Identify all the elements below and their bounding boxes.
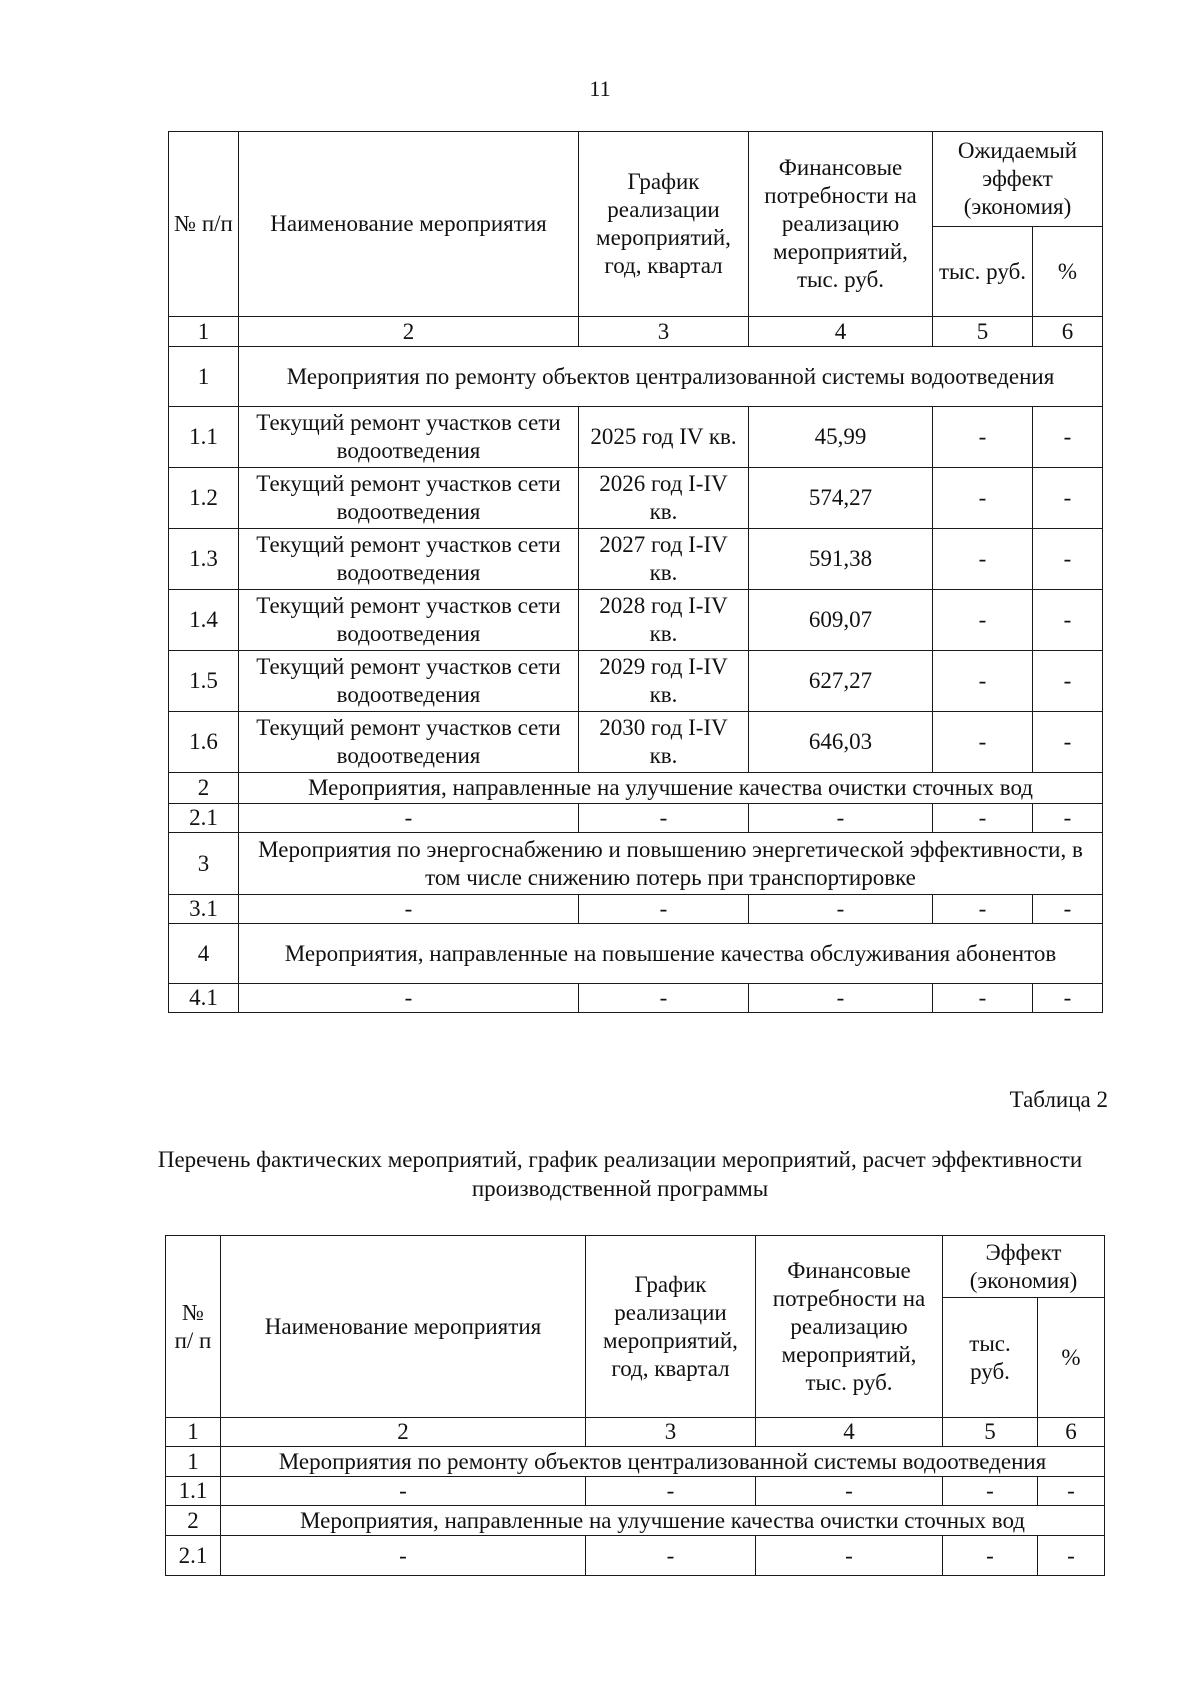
table-row bbox=[169, 651, 1103, 712]
section-row bbox=[169, 924, 1103, 984]
col-number: 5 bbox=[933, 317, 1033, 347]
row-schedule: 2027 год I-IV кв. bbox=[579, 529, 749, 590]
header-finance: Финансовые потребности на реализацию мероприятий, тыс. руб. bbox=[756, 1236, 943, 1418]
row-num: 1.5 bbox=[169, 651, 239, 712]
row-schedule: - bbox=[579, 804, 749, 833]
row-name: - bbox=[239, 984, 579, 1013]
section-num: 3 bbox=[169, 833, 239, 895]
col-number: 6 bbox=[1038, 1418, 1105, 1447]
section-title: Мероприятия по ремонту объектов централизованной системы водоотведения bbox=[221, 1447, 1105, 1477]
row-effect-rub: - bbox=[933, 651, 1033, 712]
table-header-row bbox=[166, 1236, 1105, 1298]
row-schedule: 2030 год I-IV кв. bbox=[579, 712, 749, 773]
row-finance: 45,99 bbox=[749, 407, 933, 468]
column-numbers-row bbox=[169, 317, 1103, 347]
row-num: 1.2 bbox=[169, 468, 239, 529]
row-name: Текущий ремонт участков сети водоотведения bbox=[239, 407, 579, 468]
header-effect-pct: % bbox=[1033, 227, 1103, 317]
col-number: 2 bbox=[239, 317, 579, 347]
row-effect-pct: - bbox=[1033, 712, 1103, 773]
row-effect-pct: - bbox=[1033, 651, 1103, 712]
row-effect-rub: - bbox=[933, 529, 1033, 590]
section-num: 2 bbox=[166, 1506, 221, 1536]
row-effect-pct: - bbox=[1033, 895, 1103, 924]
row-name: - bbox=[239, 895, 579, 924]
row-name: Текущий ремонт участков сети водоотведения bbox=[239, 590, 579, 651]
header-schedule: График реализации мероприятий, год, квартал bbox=[579, 132, 749, 317]
column-numbers-row bbox=[166, 1418, 1105, 1447]
row-name: - bbox=[221, 1477, 586, 1506]
row-finance: - bbox=[749, 895, 933, 924]
header-schedule: График реализации мероприятий, год, квартал bbox=[586, 1236, 756, 1418]
table-row bbox=[169, 468, 1103, 529]
row-schedule: - bbox=[586, 1477, 756, 1506]
row-schedule: - bbox=[586, 1536, 756, 1576]
col-number: 6 bbox=[1033, 317, 1103, 347]
header-effect: Ожидаемый эффект (экономия) bbox=[933, 132, 1103, 227]
table-row bbox=[169, 895, 1103, 924]
table-caption: Таблица 2 bbox=[1009, 1087, 1108, 1112]
row-finance: - bbox=[756, 1477, 943, 1506]
row-num: 1.1 bbox=[169, 407, 239, 468]
row-effect-pct: - bbox=[1038, 1536, 1105, 1576]
table-row bbox=[166, 1536, 1105, 1576]
table-row bbox=[166, 1477, 1105, 1506]
row-effect-pct: - bbox=[1033, 407, 1103, 468]
section-row bbox=[166, 1506, 1105, 1536]
row-finance: 609,07 bbox=[749, 590, 933, 651]
header-finance: Финансовые потребности на реализацию мероприятий, тыс. руб. bbox=[749, 132, 933, 317]
table-row bbox=[169, 407, 1103, 468]
table-title: Перечень фактических мероприятий, график реализации мероприятий, расчет эффективности производственной программы bbox=[157, 1147, 1083, 1201]
row-effect-rub: - bbox=[933, 804, 1033, 833]
table-header-row bbox=[169, 132, 1103, 227]
measures-plan-table bbox=[168, 131, 1103, 1013]
section-num: 4 bbox=[169, 924, 239, 984]
col-number: 5 bbox=[943, 1418, 1038, 1447]
header-effect-pct: % bbox=[1038, 1298, 1105, 1418]
col-number: 1 bbox=[169, 317, 239, 347]
row-name: - bbox=[239, 804, 579, 833]
row-num: 2.1 bbox=[169, 804, 239, 833]
section-title: Мероприятия по ремонту объектов централизованной системы водоотведения bbox=[239, 347, 1103, 407]
row-finance: - bbox=[749, 984, 933, 1013]
row-effect-pct: - bbox=[1033, 804, 1103, 833]
section-num: 2 bbox=[169, 773, 239, 804]
section-row bbox=[169, 347, 1103, 407]
row-finance: - bbox=[756, 1536, 943, 1576]
row-finance: - bbox=[749, 804, 933, 833]
row-schedule: - bbox=[579, 984, 749, 1013]
header-name: Наименование мероприятия bbox=[221, 1236, 586, 1418]
row-finance: 646,03 bbox=[749, 712, 933, 773]
row-effect-rub: - bbox=[943, 1477, 1038, 1506]
section-title: Мероприятия, направленные на улучшение качества очистки сточных вод bbox=[221, 1506, 1105, 1536]
row-effect-rub: - bbox=[933, 468, 1033, 529]
table-row bbox=[169, 984, 1103, 1013]
header-num: № п/п bbox=[169, 132, 239, 317]
row-num: 1.3 bbox=[169, 529, 239, 590]
row-effect-pct: - bbox=[1033, 468, 1103, 529]
table-row bbox=[169, 529, 1103, 590]
row-schedule: - bbox=[579, 895, 749, 924]
row-finance: 574,27 bbox=[749, 468, 933, 529]
section-title: Мероприятия, направленные на улучшение качества очистки сточных вод bbox=[239, 773, 1103, 804]
page-number: 11 bbox=[589, 76, 611, 101]
row-effect-pct: - bbox=[1038, 1477, 1105, 1506]
header-effect-rub: тыс. руб. bbox=[943, 1298, 1038, 1418]
table-row bbox=[169, 804, 1103, 833]
section-row bbox=[169, 833, 1103, 895]
row-effect-rub: - bbox=[933, 407, 1033, 468]
section-num: 1 bbox=[169, 347, 239, 407]
section-title: Мероприятия по энергоснабжению и повышению энергетической эффективности, в том числе снижению потерь при транспортировке bbox=[239, 833, 1103, 895]
header-name: Наименование мероприятия bbox=[239, 132, 579, 317]
row-effect-rub: - bbox=[933, 712, 1033, 773]
col-number: 4 bbox=[749, 317, 933, 347]
col-number: 1 bbox=[166, 1418, 221, 1447]
row-effect-pct: - bbox=[1033, 529, 1103, 590]
row-finance: 591,38 bbox=[749, 529, 933, 590]
row-num: 1.4 bbox=[169, 590, 239, 651]
row-name: Текущий ремонт участков сети водоотведения bbox=[239, 712, 579, 773]
header-effect-rub: тыс. руб. bbox=[933, 227, 1033, 317]
table-row bbox=[169, 590, 1103, 651]
row-schedule: 2028 год I-IV кв. bbox=[579, 590, 749, 651]
table-row bbox=[169, 712, 1103, 773]
section-num: 1 bbox=[166, 1447, 221, 1477]
row-num: 3.1 bbox=[169, 895, 239, 924]
section-row bbox=[169, 773, 1103, 804]
col-number: 3 bbox=[586, 1418, 756, 1447]
row-effect-rub: - bbox=[933, 590, 1033, 651]
section-title: Мероприятия, направленные на повышение качества обслуживания абонентов bbox=[239, 924, 1103, 984]
row-num: 1.1 bbox=[166, 1477, 221, 1506]
row-effect-rub: - bbox=[943, 1536, 1038, 1576]
section-row bbox=[166, 1447, 1105, 1477]
row-effect-rub: - bbox=[933, 895, 1033, 924]
header-num: № п/ п bbox=[166, 1236, 221, 1418]
row-num: 1.6 bbox=[169, 712, 239, 773]
row-schedule: 2026 год I-IV кв. bbox=[579, 468, 749, 529]
row-name: Текущий ремонт участков сети водоотведения bbox=[239, 651, 579, 712]
header-effect: Эффект (экономия) bbox=[943, 1236, 1105, 1298]
actual-measures-table bbox=[165, 1235, 1105, 1576]
col-number: 4 bbox=[756, 1418, 943, 1447]
row-effect-pct: - bbox=[1033, 590, 1103, 651]
row-num: 4.1 bbox=[169, 984, 239, 1013]
row-effect-pct: - bbox=[1033, 984, 1103, 1013]
col-number: 3 bbox=[579, 317, 749, 347]
row-name: Текущий ремонт участков сети водоотведения bbox=[239, 529, 579, 590]
col-number: 2 bbox=[221, 1418, 586, 1447]
row-num: 2.1 bbox=[166, 1536, 221, 1576]
row-finance: 627,27 bbox=[749, 651, 933, 712]
row-name: Текущий ремонт участков сети водоотведения bbox=[239, 468, 579, 529]
row-name: - bbox=[221, 1536, 586, 1576]
row-schedule: 2025 год IV кв. bbox=[579, 407, 749, 468]
row-schedule: 2029 год I-IV кв. bbox=[579, 651, 749, 712]
row-effect-rub: - bbox=[933, 984, 1033, 1013]
